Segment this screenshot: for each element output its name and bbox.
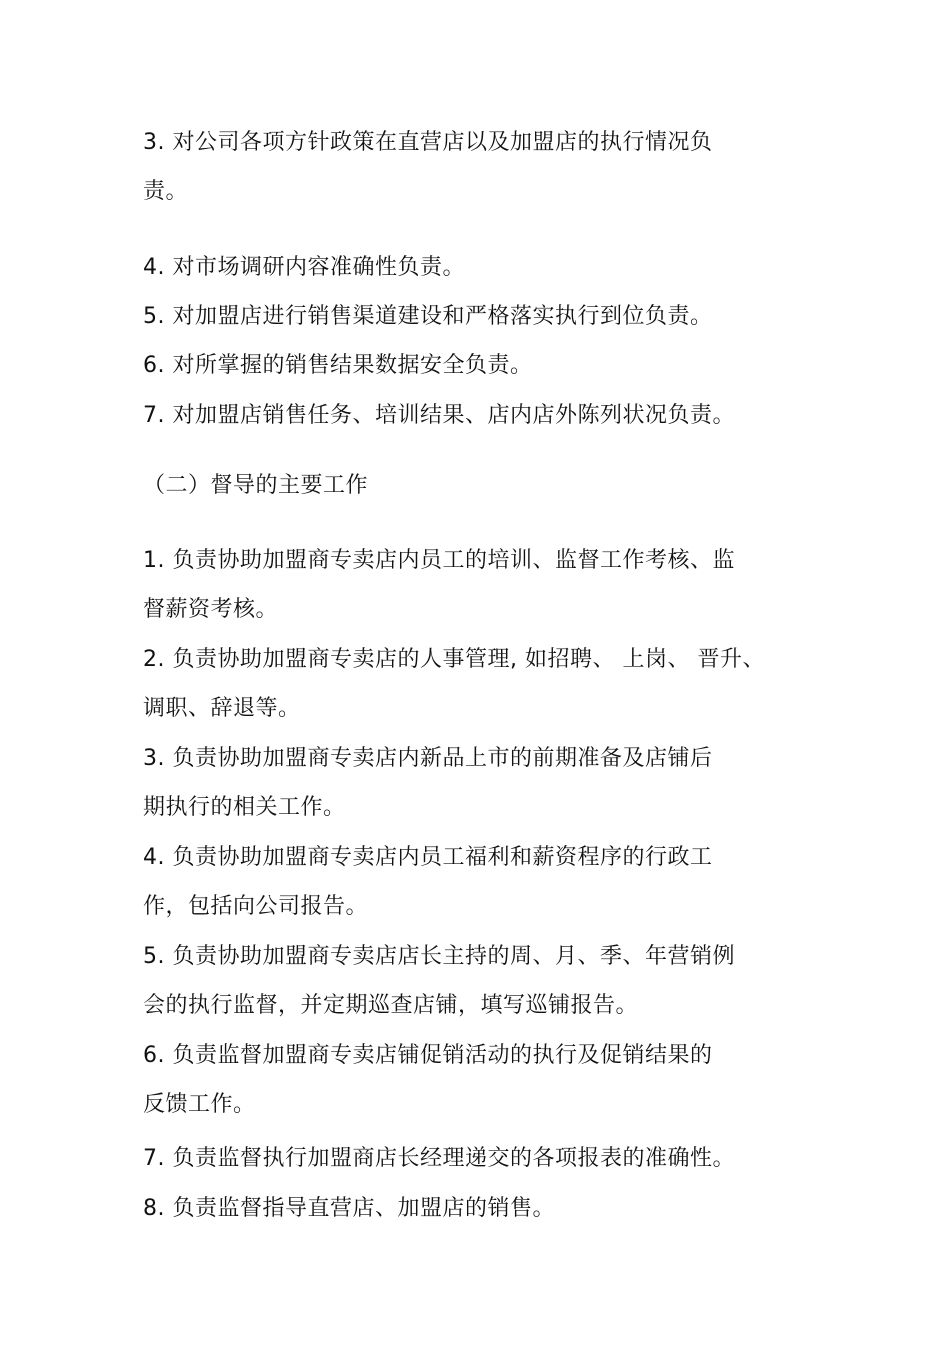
duty-5-line-2: 会的执行监督，并定期巡查店铺，填写巡铺报告。 [143, 993, 639, 1018]
duty-3-line-1: 3. 负责协助加盟商专卖店内新品上市的前期准备及店铺后 [143, 746, 713, 771]
duty-8-line-1: 8. 负责监督指导直营店、加盟店的销售。 [143, 1196, 555, 1221]
item-3-line-1: 3. 对公司各项方针政策在直营店以及加盟店的执行情况负 [143, 130, 713, 155]
duty-2-line-2: 调职、辞退等。 [143, 696, 301, 721]
section-heading: （二）督导的主要工作 [143, 473, 369, 498]
duty-5-line-1: 5. 负责协助加盟商专卖店店长主持的周、月、季、年营销例 [143, 944, 735, 969]
duty-6-line-1: 6. 负责监督加盟商专卖店铺促销活动的执行及促销结果的 [143, 1043, 713, 1068]
duty-4-line-2: 作，包括向公司报告。 [143, 894, 369, 919]
duty-7-line-1: 7. 负责监督执行加盟商店长经理递交的各项报表的准确性。 [143, 1146, 735, 1171]
item-6-line-1: 6. 对所掌握的销售结果数据安全负责。 [143, 353, 533, 378]
duty-2-line-1: 2. 负责协助加盟商专卖店的人事管理, 如招聘、 上岗、 晋升、 [143, 647, 765, 672]
duty-6-line-2: 反馈工作。 [143, 1092, 256, 1117]
duty-4-line-1: 4. 负责协助加盟商专卖店内员工福利和薪资程序的行政工 [143, 845, 713, 870]
item-3-line-2: 责。 [143, 179, 189, 204]
duty-1-line-2: 督薪资考核。 [143, 597, 279, 622]
item-4-line-1: 4. 对市场调研内容准确性负责。 [143, 255, 465, 280]
duty-3-line-2: 期执行的相关工作。 [143, 795, 346, 820]
item-7-line-1: 7. 对加盟店销售任务、培训结果、店内店外陈列状况负责。 [143, 403, 735, 428]
duty-1-line-1: 1. 负责协助加盟商专卖店内员工的培训、监督工作考核、监 [143, 548, 735, 573]
item-5-line-1: 5. 对加盟店进行销售渠道建设和严格落实执行到位负责。 [143, 304, 713, 329]
